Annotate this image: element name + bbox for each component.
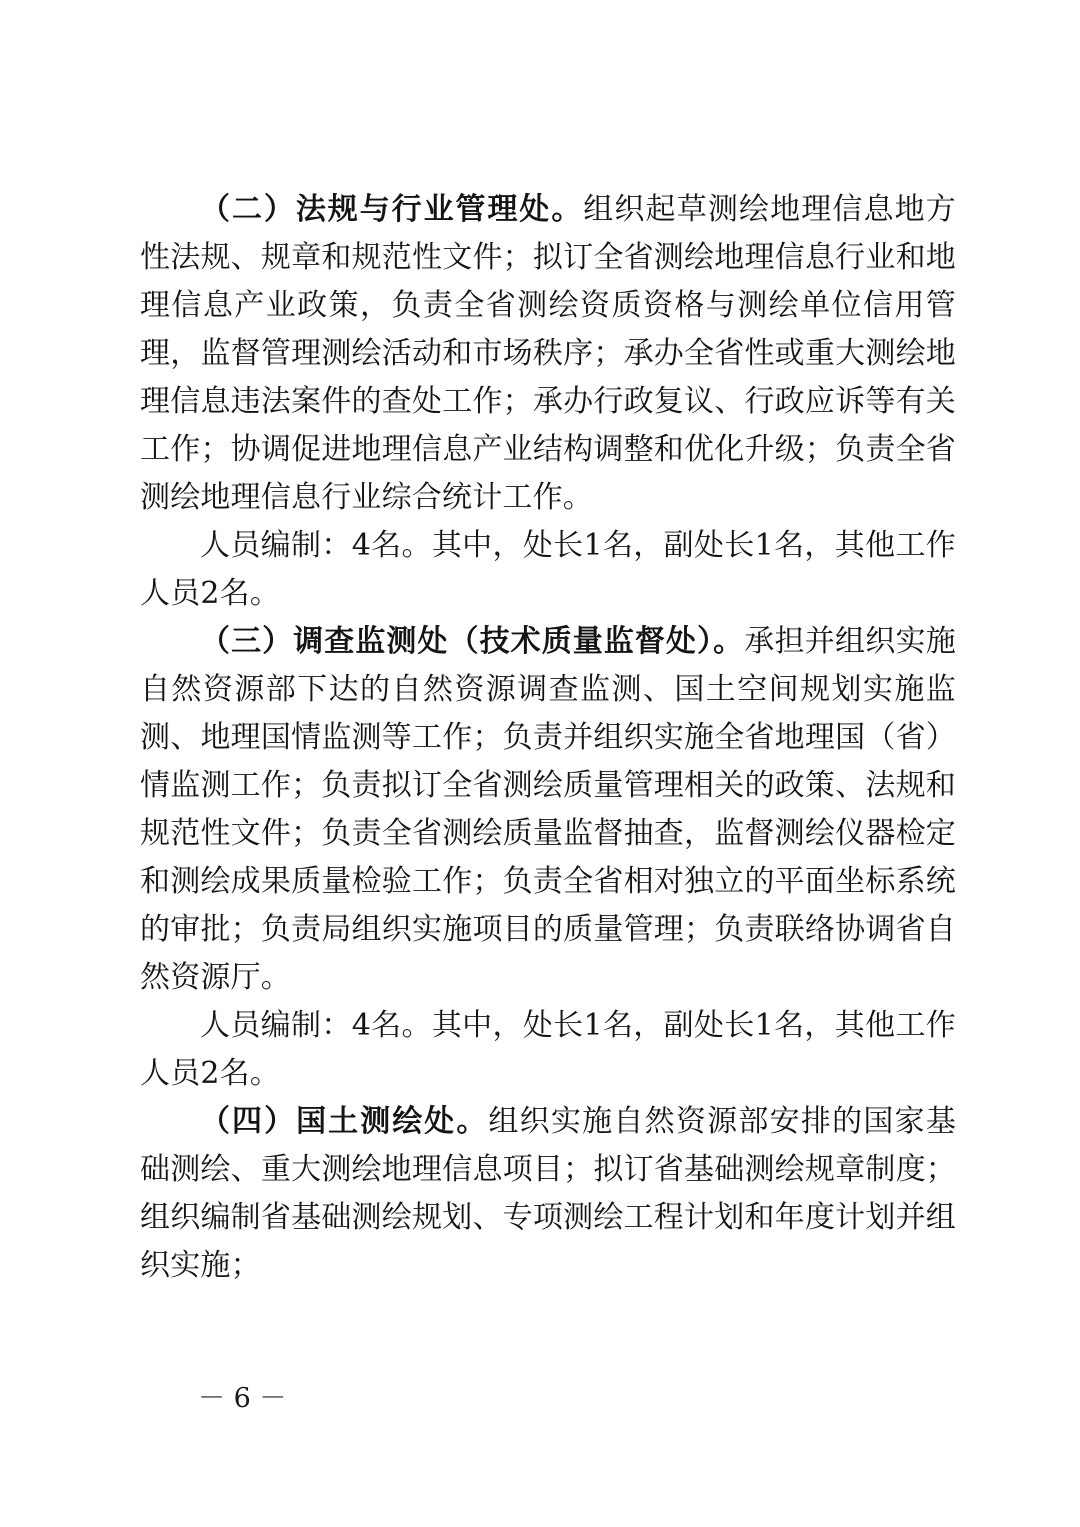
- section-heading-4: （四）国土测绘处。: [200, 1104, 489, 1139]
- staffing-body-2: 人员编制：4名。其中，处长1名，副处长1名，其他工作人员2名。: [140, 528, 956, 611]
- paragraph-staffing-2: [140, 522, 956, 618]
- section-body-2: 组织起草测绘地理信息地方性法规、规章和规范性文件；拟订全省测绘地理信息行业和地理信息产业政策，负责全省测绘资质资格与测绘单位信用管理，监督管理测绘活动和市场秩序；承办全省性或重大测绘地理信息违法案件的查处工作；承办行政复议、行政应诉等有关工作；协调促进地理信息产业结构调整和优化升级；负责全省测绘地理信息行业综合统计工作。: [140, 192, 957, 515]
- staffing-body-3: 人员编制：4名。其中，处长1名，副处长1名，其他工作人员2名。: [140, 1008, 956, 1091]
- section-body-4: 组织实施自然资源部安排的国家基础测绘、重大测绘地理信息项目；拟订省基础测绘规章制度；组织编制省基础测绘规划、专项测绘工程计划和年度计划并组织实施；: [140, 1104, 957, 1283]
- paragraph-section-4: [140, 1098, 956, 1290]
- page-number-footer: － 6 －: [198, 1383, 287, 1414]
- document-text-column: [140, 186, 956, 1290]
- paragraph-section-3: [140, 618, 956, 1002]
- section-heading-2: （二）法规与行业管理处。: [200, 192, 584, 227]
- paragraph-section-2: [140, 186, 956, 522]
- section-heading-3: （三）调查监测处（技术质量监督处）。: [200, 624, 745, 659]
- section-body-3: 承担并组织实施自然资源部下达的自然资源调查监测、国土空间规划实施监测、地理国情监测等工作；负责并组织实施全省地理国（省）情监测工作；负责拟订全省测绘质量管理相关的政策、法规和规范性文件；负责全省测绘质量监督抽查，监督测绘仪器检定和测绘成果质量检验工作；负责全省相对独立的平面坐标系统的审批；负责局组织实施项目的质量管理；负责联络协调省自然资源厅。: [140, 624, 957, 995]
- paragraph-staffing-3: [140, 1002, 956, 1098]
